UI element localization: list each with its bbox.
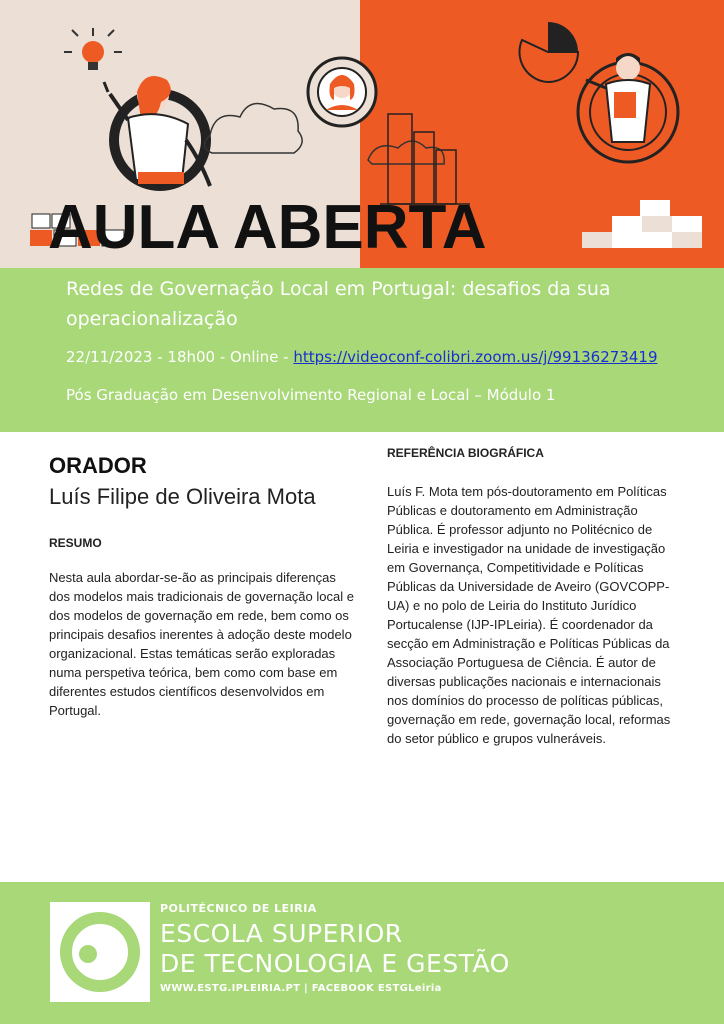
school-web-links: WWW.ESTG.IPLEIRIA.PT | FACEBOOK ESTGLeiria xyxy=(160,983,442,994)
summary-heading: RESUMO xyxy=(49,536,102,550)
hero-banner xyxy=(0,0,724,268)
speaker-column xyxy=(49,452,359,720)
bio-text: Luís F. Mota tem pós-doutoramento em Políticas Públicas e doutoramento em Administração Pública. É professor adjunto no Politécnico de Leiria e investigador na unidade de investigação em Governança, Competitividade e Políticas Públicas da Universidade de Aveiro (GOVCOPP-UA) e no polo de Leiria do Instituto Jurídico Portucalense (IJP-IPLeiria). É coordenador da secção em Administração e Políticas Públicas da Associação Portuguesa de Ciência. É autor de diversas publicações nacionais e internacionais nos domínios do processo de políticas públicas, governação em rede, governação local, reformas do setor público e grupos vulneráveis. xyxy=(387,484,671,746)
event-title: Redes de Governação Local em Portugal: desafios da sua operacionalização xyxy=(66,278,611,330)
institution-name: POLITÉCNICO DE LEIRIA xyxy=(160,902,317,915)
event-zoom-link[interactable]: https://videoconf-colibri.zoom.us/j/99136273419 xyxy=(293,348,658,366)
event-program: Pós Graduação em Desenvolvimento Regional e Local – Módulo 1 xyxy=(66,386,556,404)
bio-heading: REFERÊNCIA BIOGRÁFICA xyxy=(387,446,544,460)
bar-chart-decoration xyxy=(380,114,470,204)
summary-text: Nesta aula abordar-se-ão as principais diferenças dos modelos mais tradicionais de governação local e dos modelos de governação em rede, bem como os principais desafios inerentes à adoção deste modelo organizacional. Estas temáticas serão exploradas numa perspetiva teórica, bem como com base em diferentes estudos científicos desenvolvidos em Portugal. xyxy=(49,570,354,718)
event-info-band xyxy=(0,268,724,432)
speaker-label: ORADOR xyxy=(49,453,147,478)
speaker-name: Luís Filipe de Oliveira Mota xyxy=(49,484,316,509)
gear-avatar-icon xyxy=(308,58,376,126)
hero-title: AULA ABERTA xyxy=(48,193,487,262)
woman-figure-left xyxy=(104,76,210,186)
event-datetime: 22/11/2023 - 18h00 - Online - xyxy=(66,348,294,366)
school-logo xyxy=(50,902,150,1002)
logo-circle-icon xyxy=(50,902,150,1002)
pie-chart-decoration xyxy=(519,22,578,82)
gear-man-figure-right xyxy=(578,53,678,162)
school-name-line2: DE TECNOLOGIA E GESTÃO xyxy=(160,949,510,978)
school-name-block xyxy=(160,902,510,994)
blocks-decoration-right xyxy=(582,200,702,248)
school-name-line1: ESCOLA SUPERIOR xyxy=(160,919,403,948)
event-datetime-line xyxy=(66,348,657,366)
bio-column xyxy=(387,446,672,748)
lightbulb-icon xyxy=(64,28,122,70)
footer-band xyxy=(0,882,724,1024)
